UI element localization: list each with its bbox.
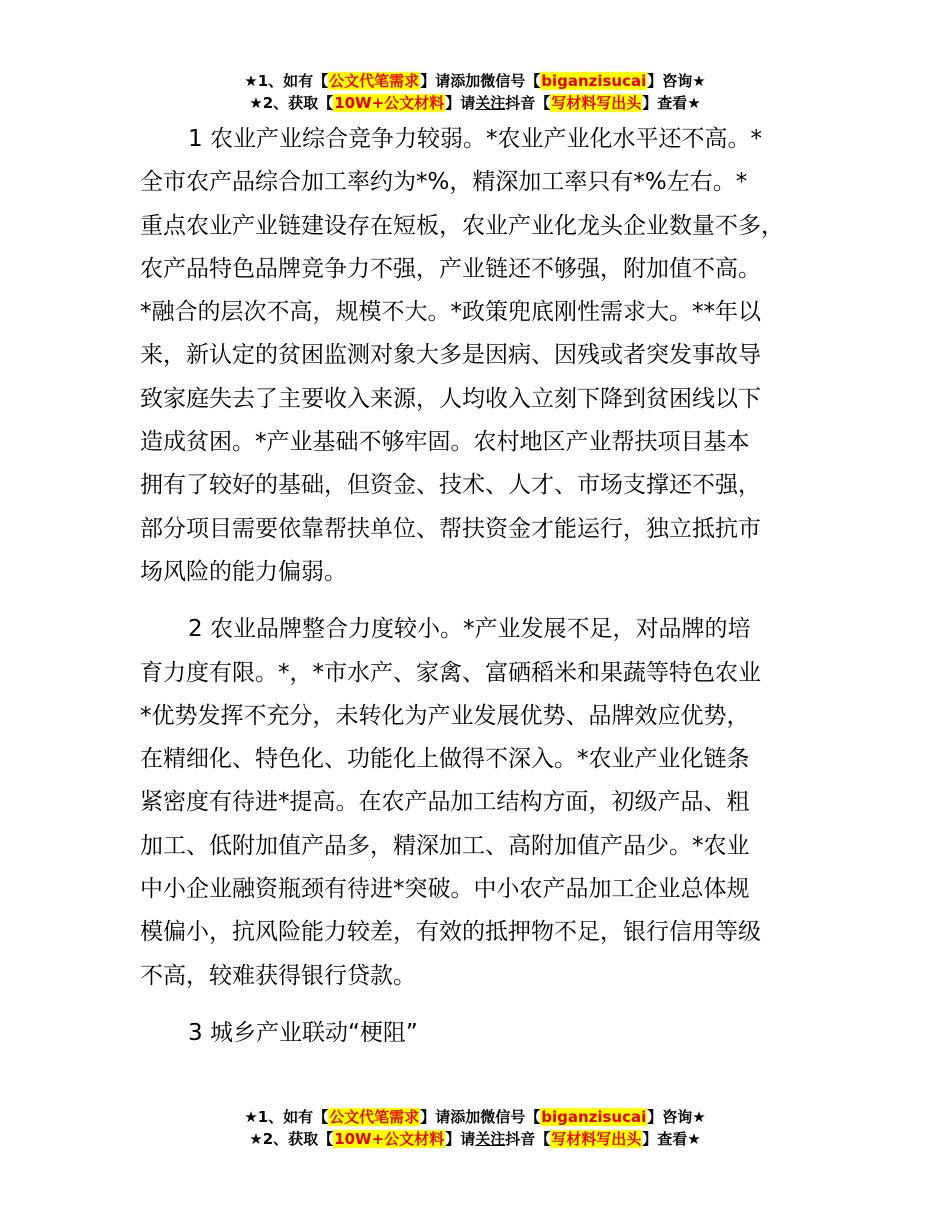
banner-highlight: 10W+公文材料 (334, 94, 445, 112)
paragraph (140, 118, 830, 594)
text-line: 不高，较难获得银行贷款。 (140, 962, 416, 989)
text-line: 造成贫困。*产业基础不够牢固。农村地区产业帮扶项目基本 (140, 429, 750, 456)
paragraph (140, 608, 830, 998)
text-line: 中小企业融资瓶颈有待进*突破。中小农产品加工企业总体规 (140, 876, 750, 903)
text-line: 3 城乡产业联动“梗阻” (188, 1019, 418, 1046)
banner-highlight: 10W+公文材料 (334, 1130, 445, 1148)
banner-highlight: biganzisucai (541, 1108, 647, 1126)
banner-highlight: biganzisucai (541, 72, 647, 90)
text-line: 来，新认定的贫困监测对象大多是因病、因残或者突发事故导 (140, 342, 761, 369)
text-line: 育力度有限。*，*市水产、家禽、富硒稻米和果蔬等特色农业 (140, 659, 761, 686)
header-banner (0, 70, 950, 114)
text-line: 2 农业品牌整合力度较小。*产业发展不足，对品牌的培 (188, 616, 751, 643)
text-line: 紧密度有待进*提高。在农产品加工结构方面，初级产品、粗 (140, 789, 750, 816)
text-line: 全市农产品综合加工率约为*%，精深加工率只有*%左右。* (140, 169, 748, 196)
text-line: 加工、低附加值产品多，精深加工、高附加值产品少。*农业 (140, 832, 750, 859)
banner-line-1: ★1、如有【公文代笔需求】请添加微信号【biganzisucai】咨询★ (244, 72, 706, 90)
text-line: *融合的层次不高，规模不大。*政策兜底刚性需求大。**年以 (140, 299, 761, 326)
banner-highlight: 写材料写出头 (551, 1130, 642, 1148)
text-line: 拥有了较好的基础，但资金、技术、人才、市场支撑还不强， (140, 472, 761, 499)
text-line: 模偏小，抗风险能力较差，有效的抵押物不足，银行信用等级 (140, 919, 761, 946)
text-line: 在精细化、特色化、功能化上做得不深入。*农业产业化链条 (140, 746, 750, 773)
text-line: 致家庭失去了主要收入来源，人均收入立刻下降到贫困线以下 (140, 385, 761, 412)
text-line: *优势发挥不充分，未转化为产业发展优势、品牌效应优势， (140, 702, 750, 729)
paragraph (140, 1012, 830, 1055)
document-body (140, 118, 830, 1069)
banner-line-1: ★1、如有【公文代笔需求】请添加微信号【biganzisucai】咨询★ (244, 1108, 706, 1126)
banner-highlight: 写材料写出头 (551, 94, 642, 112)
text-line: 部分项目需要依靠帮扶单位、帮扶资金才能运行，独立抵抗市 (140, 515, 761, 542)
text-line: 1 农业产业综合竞争力较弱。*农业产业化水平还不高。* (188, 126, 762, 152)
text-line: 重点农业产业链建设存在短板，农业产业化龙头企业数量不多， (140, 212, 784, 239)
banner-line-2: ★2、获取【10W+公文材料】请关注抖音【写材料写出头】查看★ (249, 1130, 701, 1148)
text-line: 场风险的能力偏弱。 (140, 558, 347, 585)
banner-highlight: 公文代笔需求 (329, 72, 420, 90)
footer-banner (0, 1106, 950, 1150)
banner-line-2: ★2、获取【10W+公文材料】请关注抖音【写材料写出头】查看★ (249, 94, 701, 112)
text-line: 农产品特色品牌竞争力不强，产业链还不够强，附加值不高。 (140, 255, 761, 282)
banner-highlight: 公文代笔需求 (329, 1108, 420, 1126)
